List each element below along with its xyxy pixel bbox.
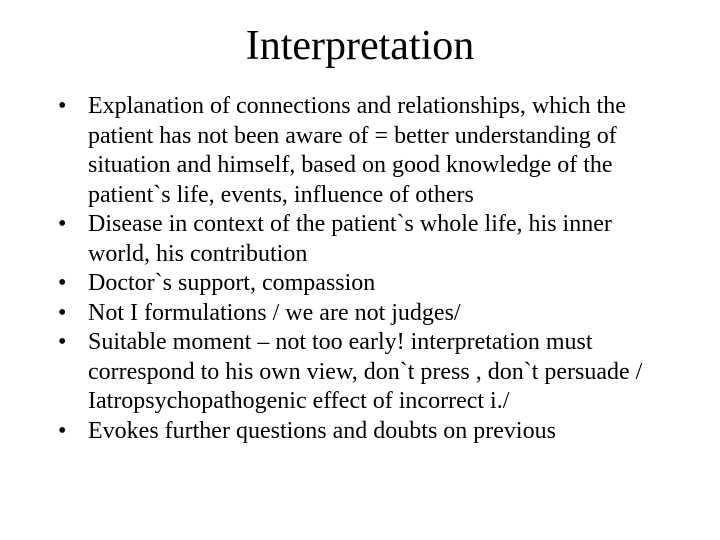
bullet-dot-icon: •	[58, 299, 67, 326]
bullet-dot-icon: •	[58, 211, 67, 237]
bullet-text: Explanation of connections and relationships, which the patient has not been aware of = better understanding of situation and himself, based on good knowledge of the patient`s life, events, influence of others	[88, 93, 626, 208]
bullet-item	[58, 299, 658, 329]
bullet-text: Doctor`s support, compassion	[88, 270, 376, 296]
bullet-dot-icon: •	[58, 417, 67, 444]
bullet-item	[58, 328, 658, 417]
bullet-text: Disease in context of the patient`s whole life, his inner world, his contribution	[88, 211, 612, 267]
slide-title: Interpretation	[245, 23, 475, 69]
bullet-dot-icon: •	[58, 270, 67, 296]
bullet-list	[58, 92, 658, 446]
bullet-item	[58, 210, 658, 269]
bullet-item	[58, 417, 658, 447]
bullet-dot-icon: •	[58, 93, 67, 119]
bullet-item	[58, 92, 658, 210]
bullet-dot-icon: •	[58, 329, 67, 355]
bullet-text: Not I formulations / we are not judges/	[88, 299, 461, 326]
bullet-text: Suitable moment – not too early! interpretation must correspond to his own view, don`t press , don`t persuade / Iatropsychopathogenic effect of incorrect i./	[88, 329, 643, 414]
bullet-item	[58, 269, 658, 299]
bullet-text: Evokes further questions and doubts on previous	[88, 417, 556, 444]
